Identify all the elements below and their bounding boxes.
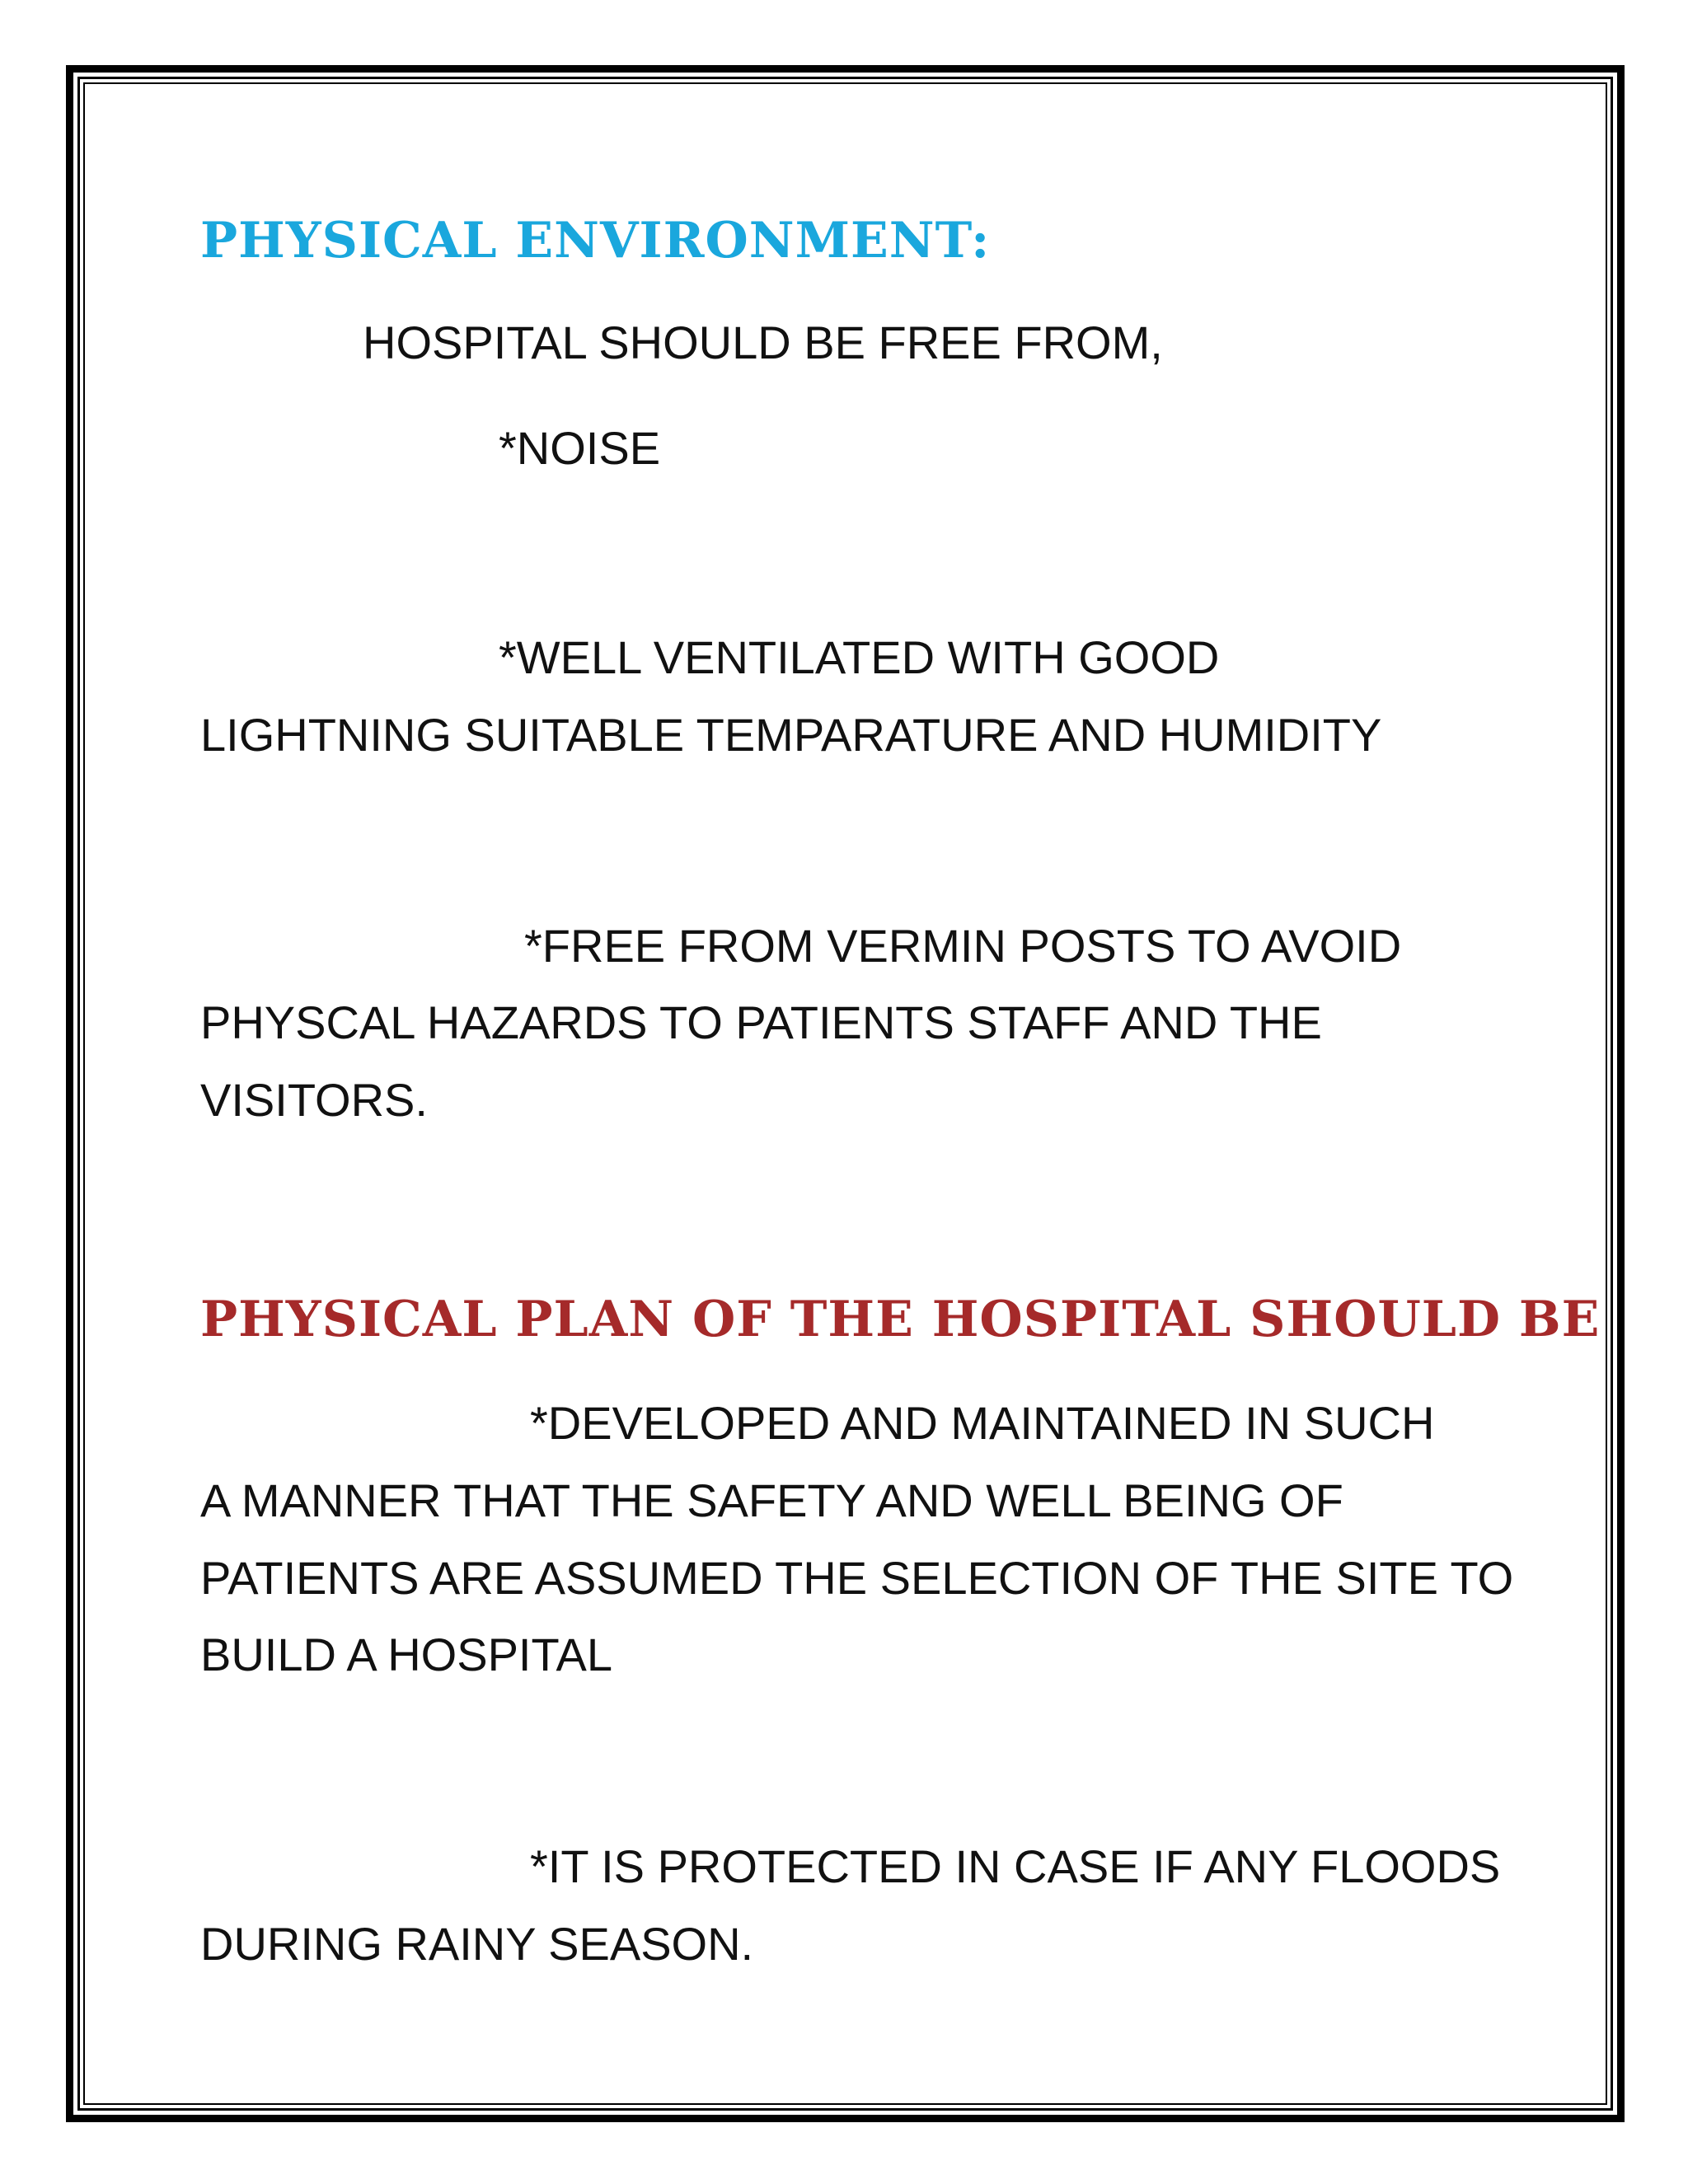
list-item-developed-line-2: A MANNER THAT THE SAFETY AND WELL BEING OF xyxy=(200,1474,1343,1526)
section-heading-physical-environment: PHYSICAL ENVIRONMENT: xyxy=(200,212,991,269)
list-item-developed-line-3: PATIENTS ARE ASSUMED THE SELECTION OF THE SITE TO xyxy=(200,1552,1514,1604)
list-item-floods-line-2: DURING RAINY SEASON. xyxy=(200,1918,754,1970)
list-item-ventilated-line-1: *WELL VENTILATED WITH GOOD xyxy=(499,631,1220,683)
list-item-vermin-line-2: PHYSCAL HAZARDS TO PATIENTS STAFF AND THE xyxy=(200,996,1322,1048)
list-item-ventilated-line-2: LIGHTNING SUITABLE TEMPARATURE AND HUMIDITY xyxy=(200,709,1382,761)
list-item-noise: *NOISE xyxy=(499,422,661,474)
intro-line: HOSPITAL SHOULD BE FREE FROM, xyxy=(363,316,1163,368)
list-item-floods-line-1: *IT IS PROTECTED IN CASE IF ANY FLOODS xyxy=(530,1840,1501,1892)
section-heading-physical-plan: PHYSICAL PLAN OF THE HOSPITAL SHOULD BE xyxy=(200,1291,1601,1348)
list-item-vermin-line-1: *FREE FROM VERMIN POSTS TO AVOID xyxy=(524,920,1402,972)
list-item-vermin-line-3: VISITORS. xyxy=(200,1074,428,1126)
list-item-developed-line-4: BUILD A HOSPITAL xyxy=(200,1629,613,1680)
list-item-developed-line-1: *DEVELOPED AND MAINTAINED IN SUCH xyxy=(530,1397,1435,1449)
